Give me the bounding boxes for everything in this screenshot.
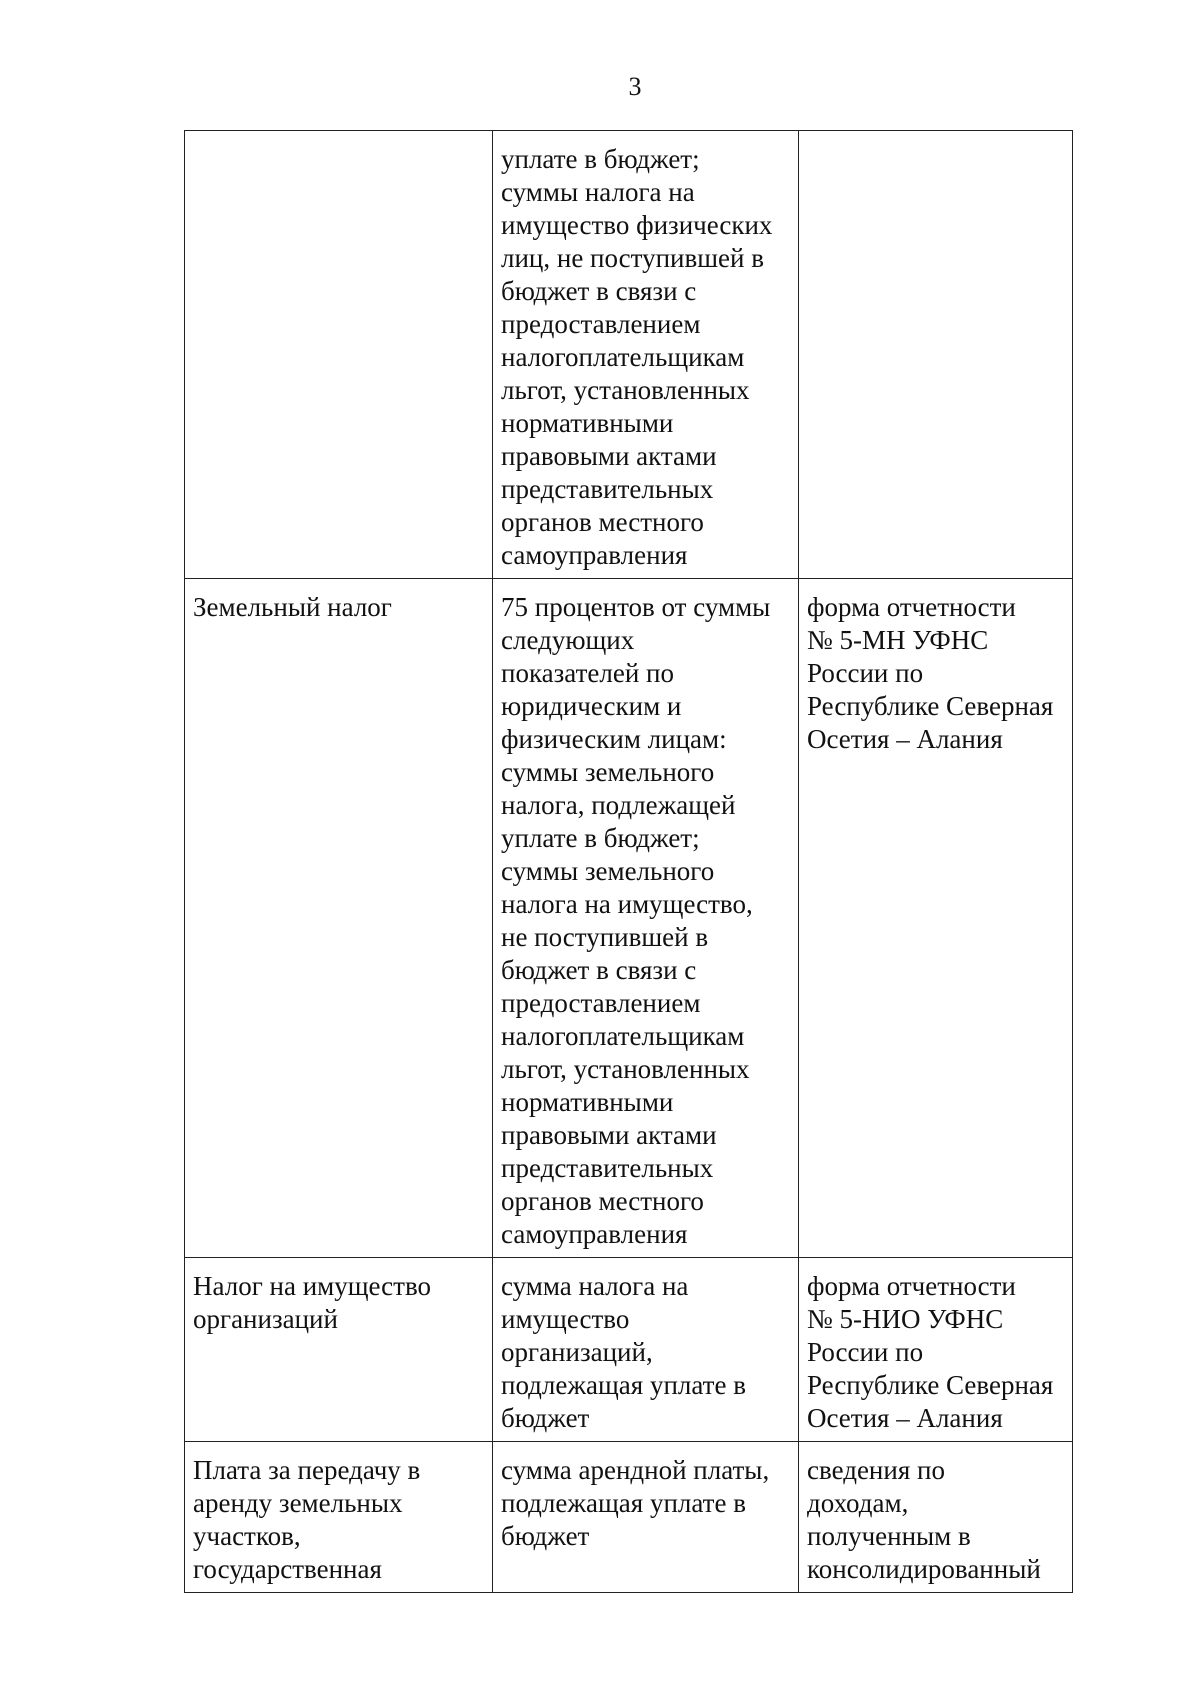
cell-text-line: суммы земельного — [501, 757, 715, 787]
table-cell-calculation — [493, 579, 799, 1258]
table-cell-tax-name — [185, 579, 493, 1258]
cell-text-line: органов местного — [501, 1186, 704, 1216]
cell-text-line: имущество физических — [501, 210, 773, 240]
table-row — [185, 1442, 1073, 1593]
income-sources-table — [184, 130, 1073, 1593]
table-row — [185, 579, 1073, 1258]
cell-text-line: льгот, установленных — [501, 375, 750, 405]
table-cell-calculation — [493, 131, 799, 579]
cell-text-line: Осетия – Алания — [807, 1403, 1003, 1433]
cell-text-line: суммы налога на — [501, 177, 695, 207]
cell-text-line: бюджет в связи с — [501, 276, 697, 306]
table-cell-tax-name — [185, 1258, 493, 1442]
cell-text-line: представительных — [501, 1153, 714, 1183]
cell-text-line: органов местного — [501, 507, 704, 537]
cell-text-line: 75 процентов от суммы — [501, 592, 771, 622]
table-row — [185, 131, 1073, 579]
cell-text-line: показателей по — [501, 658, 674, 688]
cell-text-line: суммы земельного — [501, 856, 715, 886]
cell-text-line: № 5-МН УФНС — [807, 625, 989, 655]
cell-text-line: сумма налога на — [501, 1271, 689, 1301]
cell-text-line: не поступившей в — [501, 922, 709, 952]
cell-text-line: бюджет — [501, 1521, 590, 1551]
cell-text-line: правовыми актами — [501, 1120, 717, 1150]
cell-text-line: физическим лицам: — [501, 724, 727, 754]
cell-text-line: России по — [807, 1337, 924, 1367]
cell-text-line: юридическим и — [501, 691, 682, 721]
cell-text-line: нормативными — [501, 408, 674, 438]
cell-text-line: организаций, — [501, 1337, 653, 1367]
cell-text-line: России по — [807, 658, 924, 688]
cell-text-line: правовыми актами — [501, 441, 717, 471]
table-cell-source — [799, 579, 1073, 1258]
cell-text-line: имущество — [501, 1304, 630, 1334]
table-body — [185, 131, 1073, 1593]
cell-text-line: налога на имущество, — [501, 889, 753, 919]
cell-text-line: участков, — [193, 1521, 301, 1551]
table-cell-source — [799, 1258, 1073, 1442]
cell-text-line: налога, подлежащей — [501, 790, 736, 820]
cell-text-line: полученным в — [807, 1521, 971, 1551]
cell-text-line: уплате в бюджет; — [501, 144, 700, 174]
cell-text-line: льгот, установленных — [501, 1054, 750, 1084]
cell-text-line: нормативными — [501, 1087, 674, 1117]
cell-text-line: сведения по — [807, 1455, 945, 1485]
cell-text-line: предоставлением — [501, 309, 701, 339]
cell-text-line: Налог на имущество — [193, 1271, 432, 1301]
page-number: 3 — [628, 72, 642, 101]
cell-text-line: самоуправления — [501, 1219, 688, 1249]
cell-text-line: следующих — [501, 625, 635, 655]
table-cell-calculation — [493, 1442, 799, 1593]
cell-text-line: предоставлением — [501, 988, 701, 1018]
cell-text-line: самоуправления — [501, 540, 688, 570]
cell-text-line: бюджет — [501, 1403, 590, 1433]
cell-text-line: доходам, — [807, 1488, 909, 1518]
cell-text-line: Республике Северная — [807, 1370, 1054, 1400]
cell-text-line: № 5-НИО УФНС — [807, 1304, 1004, 1334]
cell-text-line: представительных — [501, 474, 714, 504]
cell-text-line: уплате в бюджет; — [501, 823, 700, 853]
cell-text-line: подлежащая уплате в — [501, 1488, 746, 1518]
table-cell-tax-name — [185, 131, 493, 579]
cell-text-line: форма отчетности — [807, 1271, 1016, 1301]
cell-text-line: аренду земельных — [193, 1488, 403, 1518]
cell-text-line: бюджет в связи с — [501, 955, 697, 985]
cell-text-line: государственная — [193, 1554, 382, 1584]
table-row — [185, 1258, 1073, 1442]
cell-text-line: налогоплательщикам — [501, 1021, 745, 1051]
cell-text-line: Плата за передачу в — [193, 1455, 421, 1485]
cell-text-line: форма отчетности — [807, 592, 1016, 622]
cell-text-line: Земельный налог — [193, 592, 392, 622]
cell-text-line: Республике Северная — [807, 691, 1054, 721]
cell-text-line: Осетия – Алания — [807, 724, 1003, 754]
cell-text-line: сумма арендной платы, — [501, 1455, 770, 1485]
cell-text-line: лиц, не поступившей в — [501, 243, 764, 273]
table-cell-tax-name — [185, 1442, 493, 1593]
table-cell-calculation — [493, 1258, 799, 1442]
table-cell-source — [799, 131, 1073, 579]
table-cell-source — [799, 1442, 1073, 1593]
cell-text-line: консолидированный — [807, 1554, 1041, 1584]
cell-text-line: подлежащая уплате в — [501, 1370, 746, 1400]
cell-text-line: налогоплательщикам — [501, 342, 745, 372]
cell-text-line: организаций — [193, 1304, 338, 1334]
